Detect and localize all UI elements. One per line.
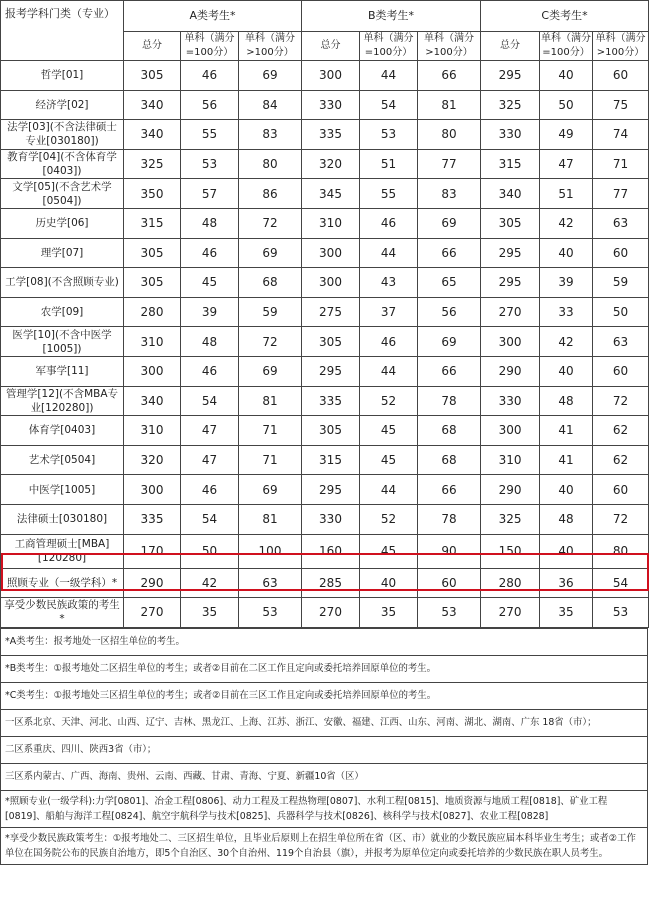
score-cell: 69 xyxy=(239,61,302,91)
score-cell: 81 xyxy=(418,90,481,120)
score-cell: 290 xyxy=(124,568,181,598)
score-cell: 77 xyxy=(418,149,481,179)
score-cell: 60 xyxy=(593,475,649,505)
score-cell: 270 xyxy=(302,598,360,628)
score-cell: 39 xyxy=(181,297,239,327)
table-row xyxy=(1,327,649,357)
score-cell: 275 xyxy=(302,297,360,327)
score-cell: 42 xyxy=(540,327,593,357)
score-cell: 310 xyxy=(302,208,360,238)
subject-cell: 法律硕士[030180] xyxy=(1,504,124,534)
score-cell: 160 xyxy=(302,534,360,568)
score-cell: 60 xyxy=(593,356,649,386)
score-cell: 345 xyxy=(302,179,360,209)
table-row xyxy=(1,120,649,150)
score-cell: 72 xyxy=(239,208,302,238)
note-row xyxy=(1,682,648,709)
subcol-single-gt100: 单科（满分>100分） xyxy=(593,32,649,61)
score-cell: 280 xyxy=(124,297,181,327)
subject-cell: 农学[09] xyxy=(1,297,124,327)
score-cell: 37 xyxy=(360,297,418,327)
score-cell: 305 xyxy=(481,208,540,238)
table-row xyxy=(1,416,649,446)
table-row xyxy=(1,598,649,628)
score-cell: 78 xyxy=(418,386,481,416)
score-cell: 40 xyxy=(540,534,593,568)
score-cell: 50 xyxy=(181,534,239,568)
score-cell: 69 xyxy=(239,238,302,268)
table-row xyxy=(1,149,649,179)
note-row xyxy=(1,628,648,655)
score-cell: 63 xyxy=(593,208,649,238)
subject-cell: 历史学[06] xyxy=(1,208,124,238)
score-cell: 36 xyxy=(540,568,593,598)
score-cell: 45 xyxy=(360,534,418,568)
score-cell: 59 xyxy=(239,297,302,327)
score-cell: 295 xyxy=(481,268,540,298)
score-cell: 305 xyxy=(302,416,360,446)
score-cell: 335 xyxy=(302,386,360,416)
score-cell: 53 xyxy=(418,598,481,628)
score-cell: 340 xyxy=(124,386,181,416)
table-row xyxy=(1,238,649,268)
score-cell: 270 xyxy=(481,297,540,327)
score-cell: 55 xyxy=(360,179,418,209)
score-cell: 290 xyxy=(481,475,540,505)
score-cell: 78 xyxy=(418,504,481,534)
score-cell: 63 xyxy=(239,568,302,598)
score-cell: 49 xyxy=(540,120,593,150)
note-row xyxy=(1,655,648,682)
score-cell: 46 xyxy=(360,327,418,357)
note-text: *享受少数民族政策考生：①报考地处二、三区招生单位，且毕业后原则上在招生单位所在省（区、市）就业的少数民族应届本科毕业生考生；或者②工作单位在国务院公布的民族自治地方，即5个自治区、30个自治州、119个自治县（旗），并报考为原单位定向或委托培养的少数民族在职人员考生。 xyxy=(1,827,648,864)
table-row xyxy=(1,568,649,598)
score-cell: 77 xyxy=(593,179,649,209)
score-cell: 63 xyxy=(593,327,649,357)
score-cell: 66 xyxy=(418,356,481,386)
score-cell: 33 xyxy=(540,297,593,327)
score-cell: 325 xyxy=(481,90,540,120)
score-cell: 47 xyxy=(181,416,239,446)
score-cell: 45 xyxy=(360,445,418,475)
score-table-body xyxy=(1,1,649,628)
score-cell: 46 xyxy=(360,208,418,238)
score-cell: 51 xyxy=(360,149,418,179)
score-cell: 35 xyxy=(181,598,239,628)
score-cell: 300 xyxy=(302,268,360,298)
subcol-single-gt100: 单科（满分>100分） xyxy=(239,32,302,61)
score-cell: 340 xyxy=(124,120,181,150)
score-cell: 48 xyxy=(181,327,239,357)
score-cell: 48 xyxy=(181,208,239,238)
score-cell: 71 xyxy=(239,445,302,475)
score-cell: 100 xyxy=(239,534,302,568)
subject-cell: 享受少数民族政策的考生* xyxy=(1,598,124,628)
subject-cell: 教育学[04](不含体育学[0403]) xyxy=(1,149,124,179)
score-cell: 295 xyxy=(481,238,540,268)
score-cell: 43 xyxy=(360,268,418,298)
score-cell: 53 xyxy=(239,598,302,628)
score-cell: 68 xyxy=(418,445,481,475)
score-cell: 350 xyxy=(124,179,181,209)
score-cell: 62 xyxy=(593,445,649,475)
score-cell: 305 xyxy=(124,268,181,298)
note-text: *A类考生：报考地处一区招生单位的考生。 xyxy=(1,628,648,655)
score-cell: 60 xyxy=(418,568,481,598)
score-cell: 69 xyxy=(418,208,481,238)
score-cell: 305 xyxy=(124,61,181,91)
score-cell: 74 xyxy=(593,120,649,150)
score-cell: 40 xyxy=(540,356,593,386)
score-cell: 330 xyxy=(302,90,360,120)
table-row xyxy=(1,504,649,534)
score-cell: 51 xyxy=(540,179,593,209)
score-cell: 71 xyxy=(239,416,302,446)
score-cell: 50 xyxy=(593,297,649,327)
score-cell: 315 xyxy=(481,149,540,179)
score-cell: 68 xyxy=(239,268,302,298)
score-cell: 54 xyxy=(593,568,649,598)
subject-cell: 军事学[11] xyxy=(1,356,124,386)
score-cell: 46 xyxy=(181,356,239,386)
note-row xyxy=(1,709,648,736)
score-cell: 305 xyxy=(124,238,181,268)
score-cell: 35 xyxy=(360,598,418,628)
score-cell: 170 xyxy=(124,534,181,568)
score-cell: 52 xyxy=(360,386,418,416)
score-cell: 59 xyxy=(593,268,649,298)
score-cell: 66 xyxy=(418,475,481,505)
table-row xyxy=(1,356,649,386)
subject-cell: 经济学[02] xyxy=(1,90,124,120)
score-cell: 335 xyxy=(302,120,360,150)
score-cell: 53 xyxy=(360,120,418,150)
score-cell: 320 xyxy=(124,445,181,475)
score-cell: 45 xyxy=(360,416,418,446)
subject-cell: 体育学[0403] xyxy=(1,416,124,446)
table-row xyxy=(1,179,649,209)
table-row xyxy=(1,534,649,568)
score-cell: 72 xyxy=(239,327,302,357)
score-cell: 300 xyxy=(124,475,181,505)
score-cell: 54 xyxy=(181,504,239,534)
subject-cell: 医学[10](不含中医学[1005]) xyxy=(1,327,124,357)
score-cell: 330 xyxy=(481,386,540,416)
table-row xyxy=(1,90,649,120)
subject-cell: 管理学[12](不含MBA专业[120280]) xyxy=(1,386,124,416)
score-cell: 54 xyxy=(360,90,418,120)
score-cell: 290 xyxy=(481,356,540,386)
score-cell: 80 xyxy=(239,149,302,179)
table-row xyxy=(1,475,649,505)
note-row xyxy=(1,827,648,864)
score-cell: 62 xyxy=(593,416,649,446)
score-cell: 320 xyxy=(302,149,360,179)
subcol-total: 总分 xyxy=(481,32,540,61)
score-cell: 285 xyxy=(302,568,360,598)
score-cell: 72 xyxy=(593,504,649,534)
group-header-c: C类考生* xyxy=(481,1,649,32)
score-cell: 46 xyxy=(181,475,239,505)
score-cell: 310 xyxy=(124,416,181,446)
note-text: *C类考生：①报考地处三区招生单位的考生；或者②目前在三区工作且定向或委托培养回原单位的考生。 xyxy=(1,682,648,709)
subject-cell: 法学[03](不含法律硕士专业[030180]) xyxy=(1,120,124,150)
score-cell: 60 xyxy=(593,238,649,268)
subject-cell: 文学[05](不含艺术学[0504]) xyxy=(1,179,124,209)
score-cell: 72 xyxy=(593,386,649,416)
score-cell: 41 xyxy=(540,416,593,446)
score-cell: 35 xyxy=(540,598,593,628)
note-text: *照顾专业(一级学科):力学[0801]、冶金工程[0806]、动力工程及工程热物理[0807]、水利工程[0815]、地质资源与地质工程[0818]、矿业工程[0819]、船舶与海洋工程[0824]、航空宇航科学与技术[0825]、兵器科学与技术[0826]、核科学与技术[0827]、农业工程[0828] xyxy=(1,790,648,827)
score-cell: 41 xyxy=(540,445,593,475)
score-cell: 57 xyxy=(181,179,239,209)
score-cell: 40 xyxy=(540,61,593,91)
group-header-a: A类考生* xyxy=(124,1,302,32)
score-cell: 44 xyxy=(360,238,418,268)
score-cell: 75 xyxy=(593,90,649,120)
subject-cell: 理学[07] xyxy=(1,238,124,268)
score-cell: 66 xyxy=(418,238,481,268)
subject-cell: 艺术学[0504] xyxy=(1,445,124,475)
table-row xyxy=(1,208,649,238)
header-row-groups xyxy=(1,1,649,32)
score-cell: 295 xyxy=(481,61,540,91)
notes-table xyxy=(0,628,648,865)
score-cell: 300 xyxy=(124,356,181,386)
score-cell: 300 xyxy=(302,238,360,268)
score-cell: 330 xyxy=(481,120,540,150)
score-cell: 56 xyxy=(418,297,481,327)
note-row xyxy=(1,790,648,827)
note-text: 一区系北京、天津、河北、山西、辽宁、吉林、黑龙江、上海、江苏、浙江、安徽、福建、江西、山东、河南、湖北、湖南、广东 18省（市）； xyxy=(1,709,648,736)
score-cell: 53 xyxy=(181,149,239,179)
score-cell: 325 xyxy=(124,149,181,179)
score-cell: 340 xyxy=(481,179,540,209)
subject-cell: 哲学[01] xyxy=(1,61,124,91)
score-cell: 52 xyxy=(360,504,418,534)
note-row xyxy=(1,763,648,790)
score-cell: 53 xyxy=(593,598,649,628)
table-row xyxy=(1,297,649,327)
score-cell: 325 xyxy=(481,504,540,534)
note-text: *B类考生：①报考地处二区招生单位的考生；或者②目前在二区工作且定向或委托培养回原单位的考生。 xyxy=(1,655,648,682)
subcol-single-gt100: 单科（满分>100分） xyxy=(418,32,481,61)
score-cell: 40 xyxy=(540,475,593,505)
score-cell: 305 xyxy=(302,327,360,357)
subcol-single-100: 单科（满分=100分） xyxy=(540,32,593,61)
score-cell: 81 xyxy=(239,504,302,534)
subject-cell: 照顾专业（一级学科）* xyxy=(1,568,124,598)
score-cell: 90 xyxy=(418,534,481,568)
score-cell: 40 xyxy=(540,238,593,268)
subcol-single-100: 单科（满分=100分） xyxy=(360,32,418,61)
score-cell: 84 xyxy=(239,90,302,120)
table-row xyxy=(1,61,649,91)
score-cell: 56 xyxy=(181,90,239,120)
score-cell: 81 xyxy=(239,386,302,416)
score-cell: 71 xyxy=(593,149,649,179)
score-cell: 42 xyxy=(181,568,239,598)
score-cell: 86 xyxy=(239,179,302,209)
score-cell: 300 xyxy=(302,61,360,91)
score-cell: 44 xyxy=(360,356,418,386)
table-row xyxy=(1,268,649,298)
score-cell: 68 xyxy=(418,416,481,446)
score-cell: 55 xyxy=(181,120,239,150)
score-cell: 69 xyxy=(239,356,302,386)
score-cell: 150 xyxy=(481,534,540,568)
score-cell: 330 xyxy=(302,504,360,534)
score-cell: 83 xyxy=(418,179,481,209)
subject-col-header: 报考学科门类（专业） xyxy=(1,1,124,61)
subcol-total: 总分 xyxy=(302,32,360,61)
score-cell: 69 xyxy=(239,475,302,505)
score-cell: 80 xyxy=(593,534,649,568)
note-text: 二区系重庆、四川、陕西3省（市）； xyxy=(1,736,648,763)
score-cell: 54 xyxy=(181,386,239,416)
subcol-total: 总分 xyxy=(124,32,181,61)
score-cell: 335 xyxy=(124,504,181,534)
score-cell: 46 xyxy=(181,61,239,91)
subject-cell: 工商管理硕士[MBA][120280] xyxy=(1,534,124,568)
score-cell: 42 xyxy=(540,208,593,238)
score-cell: 44 xyxy=(360,475,418,505)
score-cell: 295 xyxy=(302,475,360,505)
score-cell: 300 xyxy=(481,327,540,357)
score-cell: 39 xyxy=(540,268,593,298)
score-cell: 80 xyxy=(418,120,481,150)
table-row xyxy=(1,386,649,416)
score-cell: 60 xyxy=(593,61,649,91)
score-cell: 45 xyxy=(181,268,239,298)
score-cell: 83 xyxy=(239,120,302,150)
note-text: 三区系内蒙古、广西、海南、贵州、云南、西藏、甘肃、青海、宁夏、新疆10省（区） xyxy=(1,763,648,790)
score-cell: 300 xyxy=(481,416,540,446)
score-cell: 44 xyxy=(360,61,418,91)
notes-body xyxy=(1,628,648,864)
score-cell: 310 xyxy=(481,445,540,475)
score-cell: 270 xyxy=(124,598,181,628)
score-cell: 66 xyxy=(418,61,481,91)
score-cell: 270 xyxy=(481,598,540,628)
score-cell: 340 xyxy=(124,90,181,120)
table-row xyxy=(1,445,649,475)
score-cell: 315 xyxy=(124,208,181,238)
score-cell: 47 xyxy=(540,149,593,179)
score-cell: 40 xyxy=(360,568,418,598)
score-cell: 315 xyxy=(302,445,360,475)
score-cell: 65 xyxy=(418,268,481,298)
subject-cell: 工学[08](不含照顾专业) xyxy=(1,268,124,298)
note-row xyxy=(1,736,648,763)
score-cell: 280 xyxy=(481,568,540,598)
score-cell: 46 xyxy=(181,238,239,268)
score-cell: 47 xyxy=(181,445,239,475)
group-header-b: B类考生* xyxy=(302,1,481,32)
subject-cell: 中医学[1005] xyxy=(1,475,124,505)
subcol-single-100: 单科（满分=100分） xyxy=(181,32,239,61)
score-cell: 295 xyxy=(302,356,360,386)
score-cell: 48 xyxy=(540,386,593,416)
score-cell: 50 xyxy=(540,90,593,120)
score-cell: 69 xyxy=(418,327,481,357)
score-cell: 310 xyxy=(124,327,181,357)
score-cell: 48 xyxy=(540,504,593,534)
